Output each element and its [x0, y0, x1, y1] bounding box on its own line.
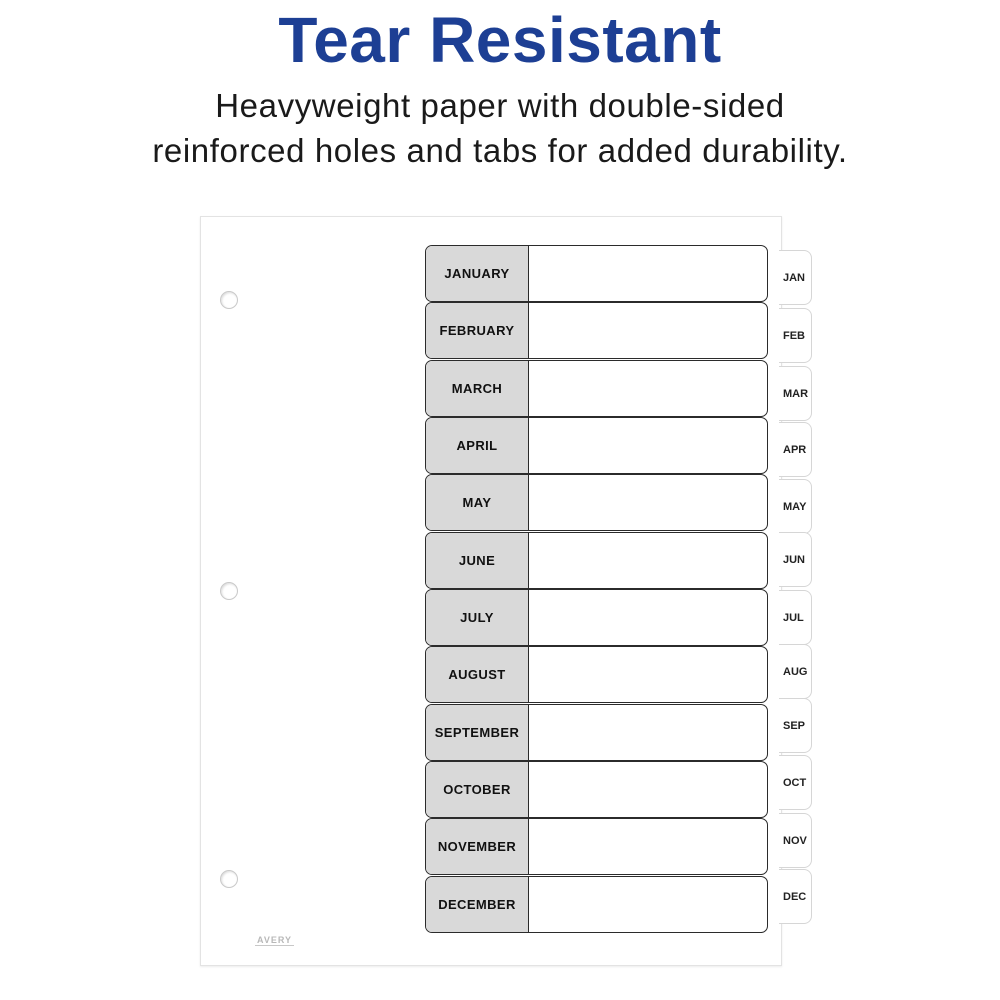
toc-label: NOVEMBER [426, 819, 529, 874]
tab-nov[interactable]: NOV [779, 813, 812, 868]
side-tabs [779, 244, 815, 934]
tab-apr[interactable]: APR [779, 422, 812, 477]
toc-row-november [425, 818, 768, 875]
toc-row-june [425, 532, 768, 589]
punch-hole-middle [220, 582, 238, 600]
avery-logo: AVERY [257, 935, 293, 945]
toc-row-march [425, 360, 768, 417]
tab-oct[interactable]: OCT [779, 755, 812, 810]
subheadline-line-1: Heavyweight paper with double-sided [215, 87, 785, 124]
toc-label: OCTOBER [426, 762, 529, 817]
toc-label: APRIL [426, 418, 529, 473]
toc-row-july [425, 589, 768, 646]
toc-label: JULY [426, 590, 529, 645]
toc-label: MAY [426, 475, 529, 530]
toc-label: AUGUST [426, 647, 529, 702]
toc-row-february [425, 302, 768, 359]
toc-label: MARCH [426, 361, 529, 416]
toc-row-september [425, 704, 768, 761]
tab-may[interactable]: MAY [779, 479, 812, 534]
toc-label: SEPTEMBER [426, 705, 529, 760]
toc-label: DECEMBER [426, 877, 529, 932]
punch-hole-bottom [220, 870, 238, 888]
toc-row-august [425, 646, 768, 703]
tab-dec[interactable]: DEC [779, 869, 812, 924]
tab-feb[interactable]: FEB [779, 308, 812, 363]
tab-mar[interactable]: MAR [779, 366, 812, 421]
tab-sep[interactable]: SEP [779, 698, 812, 753]
toc-row-may [425, 474, 768, 531]
toc-label: FEBRUARY [426, 303, 529, 358]
tab-jun[interactable]: JUN [779, 532, 812, 587]
subheadline-line-2: reinforced holes and tabs for added durability. [152, 132, 848, 169]
toc-row-april [425, 417, 768, 474]
toc-row-january [425, 245, 768, 302]
tab-aug[interactable]: AUG [779, 644, 812, 699]
toc-row-december [425, 876, 768, 933]
toc-label: JANUARY [426, 246, 529, 301]
headline: Tear Resistant [278, 4, 722, 76]
tab-jul[interactable]: JUL [779, 590, 812, 645]
toc-row-october [425, 761, 768, 818]
tab-jan[interactable]: JAN [779, 250, 812, 305]
toc-label: JUNE [426, 533, 529, 588]
punch-hole-top [220, 291, 238, 309]
